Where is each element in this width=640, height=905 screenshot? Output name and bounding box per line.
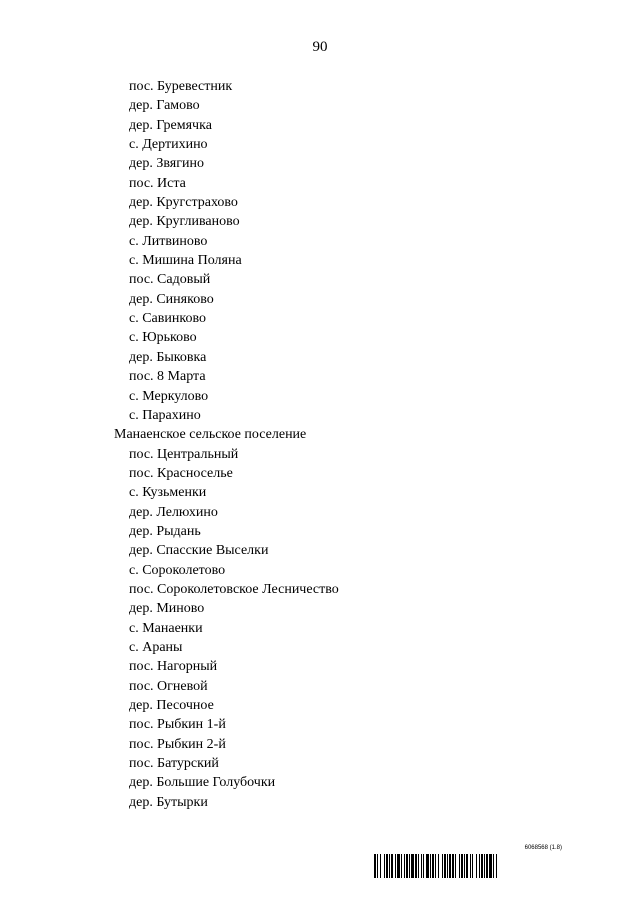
list-item: пос. Центральный (129, 446, 239, 462)
barcode-block (374, 845, 592, 881)
list-item: дер. Синяково (129, 291, 214, 307)
list-item: дер. Кругливаново (129, 214, 240, 230)
list-item: дер. Лелюхино (129, 504, 218, 520)
list-item: пос. Красноселье (129, 465, 233, 481)
list-item: дер. Гремячка (129, 117, 212, 133)
list-item: пос. Буревестник (129, 79, 233, 94)
list-item: дер. Быковка (129, 349, 207, 365)
list-item: с. Савинково (129, 311, 206, 327)
section-heading: Манаенское сельское поселение (114, 427, 307, 443)
list-item: с. Литвиново (129, 233, 208, 249)
list-item: пос. 8 Марта (129, 369, 206, 385)
list-item: с. Араны (129, 639, 183, 655)
list-item: с. Юрьково (129, 330, 197, 346)
list-item: пос. Огневой (129, 678, 208, 694)
list-item: дер. Звягино (129, 156, 204, 172)
list-item: с. Меркулово (129, 388, 209, 404)
page-number: 90 (312, 39, 328, 55)
list-item: с. Кузьменки (129, 485, 207, 501)
list-item: с. Сороколетово (129, 562, 226, 578)
barcode-caption: 6068568 (1.8) (524, 845, 562, 851)
list-item: с. Манаенки (129, 620, 203, 636)
list-item: дер. Спасские Выселки (129, 543, 269, 559)
list-item: пос. Рыбкин 2-й (129, 736, 226, 752)
list-item: дер. Большие Голубочки (129, 775, 276, 791)
list-item: дер. Песочное (129, 698, 214, 713)
list-item: дер. Бутырки (129, 794, 208, 810)
list-item: пос. Рыбкин 1-й (129, 717, 226, 733)
barcode-icon (374, 854, 592, 878)
list-item: пос. Батурский (129, 756, 219, 772)
list-item: дер. Кругстрахово (129, 195, 238, 211)
list-item: пос. Сороколетовское Лесничество (129, 581, 339, 597)
list-item: с. Мишина Поляна (129, 253, 242, 269)
list-item: дер. Миново (129, 601, 205, 617)
settlement-list (0, 77, 339, 812)
list-item: дер. Гамово (129, 98, 200, 114)
list-item: с. Парахино (129, 407, 201, 423)
list-item: пос. Садовый (129, 272, 211, 288)
list-item: с. Дертихино (129, 137, 208, 153)
list-item: пос. Иста (129, 175, 186, 191)
list-item: дер. Рыдань (129, 523, 201, 539)
list-item: пос. Нагорный (129, 659, 218, 675)
